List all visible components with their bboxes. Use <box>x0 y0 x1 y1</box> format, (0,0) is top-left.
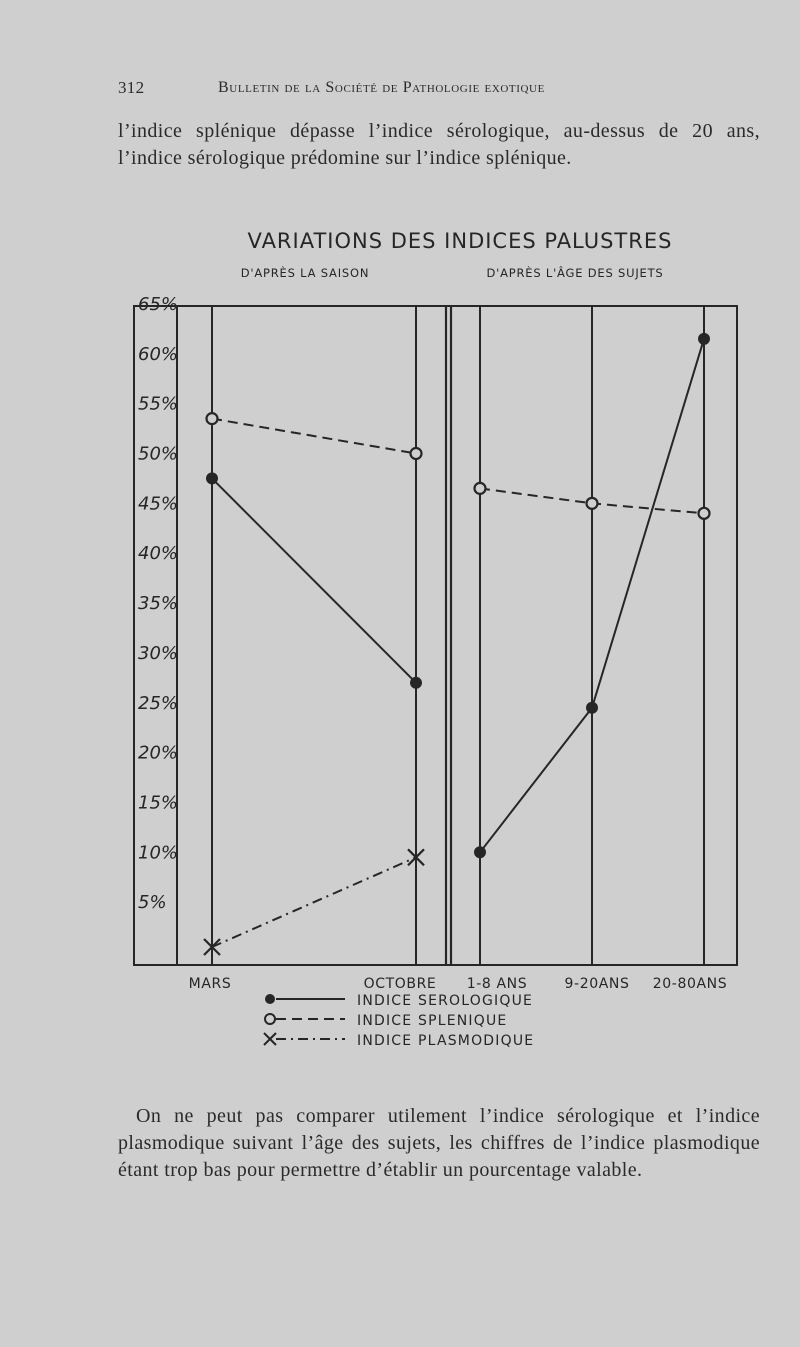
y-tick-label: 20% <box>138 742 179 764</box>
x-tick-label: 1-8 ANS <box>466 976 528 992</box>
y-tick-label: 30% <box>138 642 179 664</box>
y-tick-label: 50% <box>138 443 179 465</box>
chart-border <box>134 306 737 965</box>
series-line-dash-dot-0 <box>212 857 416 947</box>
point-serologique <box>474 846 486 858</box>
y-tick-label: 15% <box>138 792 179 814</box>
panel-subtitle-age: D'APRÈS L'ÂGE DES SUJETS <box>486 266 664 280</box>
y-tick-label: 25% <box>138 692 179 714</box>
y-tick-label: 65% <box>138 293 179 315</box>
x-tick-label: OCTOBRE <box>363 976 437 992</box>
y-axis <box>138 294 178 913</box>
point-splenique <box>475 483 486 494</box>
paragraph-bottom: On ne peut pas comparer utilement l’indice sérologique et l’indice plasmodique suivant l’âge des sujets, les chiffres de l’indice plasmodique étant trop bas pour permettre d’établir un pourcentage valable. <box>118 1105 760 1181</box>
point-splenique <box>207 413 218 424</box>
legend-label: INDICE PLASMODIQUE <box>357 1033 535 1049</box>
y-tick-label: 60% <box>138 343 179 365</box>
point-splenique <box>411 448 422 459</box>
y-tick-label: 40% <box>138 543 179 565</box>
y-tick-label: 45% <box>138 493 179 515</box>
chart-title: VARIATIONS DES INDICES PALUSTRES <box>247 229 673 253</box>
panel-subtitle-season: D'APRÈS LA SAISON <box>240 266 370 280</box>
y-tick-label: 35% <box>138 593 179 615</box>
legend-marker-open <box>265 1014 275 1024</box>
point-serologique <box>586 702 598 714</box>
journal-title: Bulletin de la Société de Pathologie exotique <box>218 79 545 96</box>
legend-entry <box>0 0 533 1009</box>
paragraph-top: l’indice splénique dépasse l’indice sérologique, au-dessus de 20 ans, l’indice sérologique prédomine sur l’indice splénique. <box>118 120 760 169</box>
point-serologique <box>698 333 710 345</box>
point-splenique <box>699 508 710 519</box>
page-number: 312 <box>118 78 145 97</box>
chart-frame <box>134 306 737 965</box>
point-splenique <box>587 498 598 509</box>
legend-marker-filled <box>265 994 275 1004</box>
x-axis <box>189 976 728 992</box>
y-tick-label: 5% <box>138 892 167 914</box>
point-serologique <box>206 472 218 484</box>
legend-label: INDICE SEROLOGIQUE <box>357 993 534 1009</box>
series-line-solid-0 <box>212 478 416 682</box>
x-tick-label: MARS <box>188 976 232 992</box>
y-tick-label: 55% <box>138 393 179 415</box>
series-line-dashed-0 <box>212 419 416 454</box>
y-tick-label: 10% <box>138 842 179 864</box>
x-tick-label: 20-80ANS <box>652 976 728 992</box>
x-tick-label: 9-20ANS <box>564 976 630 992</box>
legend-label: INDICE SPLENIQUE <box>357 1013 508 1029</box>
legend-entry <box>0 0 507 1029</box>
point-serologique <box>410 677 422 689</box>
plot-area <box>204 333 710 955</box>
